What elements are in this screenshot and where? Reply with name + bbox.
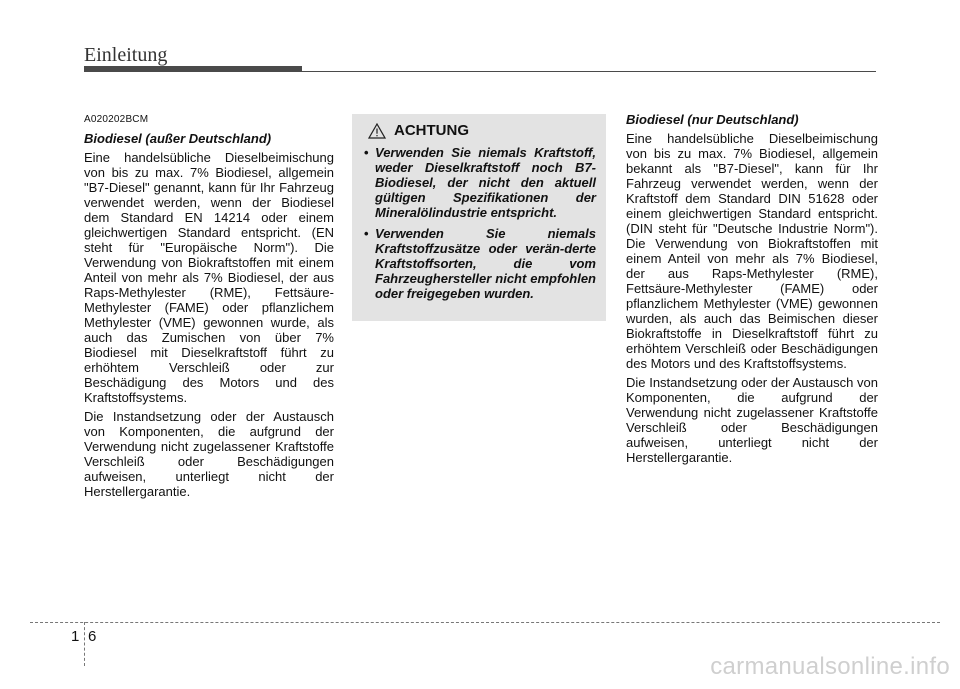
left-column [84, 112, 334, 503]
footer-divider [84, 622, 85, 666]
right-column [626, 112, 878, 469]
paragraph: Die Instandsetzung oder der Austausch von Komponenten, die aufgrund der Verwendung nicht zugelassener Kraftstoffe Verschleiß oder Beschädigungen aufweisen, unterliegt nicht der Herstellergarantie. [626, 375, 878, 465]
section-heading-germany: Biodiesel (nur Deutschland) [626, 112, 799, 127]
caution-item: • Verwenden Sie niemals Kraftstoffzusätze oder verän-derte Kraftstoffsorten, die vom Fahrzeughersteller nicht empfohlen oder freigegeben wurden. [364, 226, 596, 301]
paragraph: Eine handelsübliche Dieselbeimischung von bis zu max. 7% Biodiesel, allgemein "B7-Diesel" genannt, kann für Ihr Fahrzeug verwendet werden, wenn der Biodiesel dem Standard EN 14214 oder einem gleichwertigen Standard entspricht. (EN steht für "Europäische Norm"). Die Verwendung von Biokraftstoffen mit einem Anteil von mehr als 7% Biodiesel, der aus Raps-Methylester (RME), Fettsäure-Methylester (FAME) oder pflanzlichem Methylester (VME) gewonnen wurde, als auch das Zumischen von über 7% Biodiesel mit Dieselkraftstoff führt zu erhöhtem Verschleiß oder zur Beschädigung des Motors und des Kraftstoffsystems. [84, 150, 334, 405]
caution-title: ACHTUNG [394, 122, 469, 139]
caution-list [362, 145, 596, 301]
watermark: carmanualsonline.info [710, 653, 950, 680]
section-heading-outside-germany: Biodiesel (außer Deutschland) [84, 131, 272, 146]
caution-box [352, 114, 606, 321]
page-number: 6 [88, 628, 97, 645]
paragraph: Die Instandsetzung oder der Austausch von Komponenten, die aufgrund der Verwendung nicht zugelassener Kraftstoffe Verschleiß oder Beschädigungen aufweisen, unterliegt nicht der Herstellergarantie. [84, 409, 334, 499]
caution-header [368, 122, 596, 139]
warning-triangle-icon [368, 123, 386, 139]
section-code: A020202BCM [84, 114, 149, 125]
footer-rule [30, 622, 940, 623]
chapter-number: 1 [71, 628, 80, 645]
caution-item: • Verwenden Sie niemals Kraftstoff, weder Dieselkraftstoff noch B7-Biodiesel, der nicht den aktuell gültigen Spezifikationen der Mineralölindustrie entspricht. [364, 145, 596, 220]
page-header-title: Einleitung [84, 44, 168, 66]
header-rule [84, 71, 876, 72]
paragraph: Eine handelsübliche Dieselbeimischung von bis zu max. 7% Biodiesel, allgemein bekannt als "B7-Diesel", kann für Ihr Fahrzeug verwendet werden, wenn der Kraftstoff dem Standard DIN 51628 oder einem gleichwertigen Standard entspricht. (DIN steht für "Deutsche Industrie Norm"). Die Verwendung von Biokraftstoffen mit einem Anteil von mehr als 7% Biodiesel, der aus Raps-Methylester (RME), Fettsäure-Methylester (FAME) oder pflanzlichem Methylester (VME) gewonnen wurden, als auch das Beimischen dieser Biokraftstoffe in Dieselkraftstoff führt zu erhöhtem Verschleiß oder Beschädigungen des Motors und des Kraftstoffsystems. [626, 131, 878, 371]
